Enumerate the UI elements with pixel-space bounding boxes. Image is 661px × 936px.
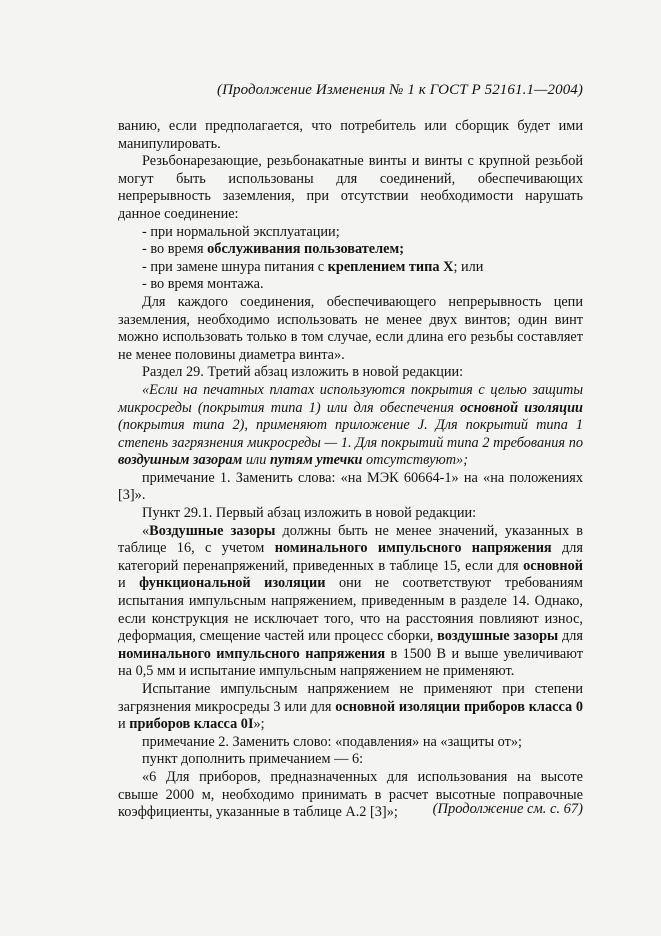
bold-term: номинального импульсного напряжения	[118, 645, 386, 662]
page-footer: (Продолжение см. с. 67)	[432, 801, 583, 817]
text-run: в 1500 В и выше увеличивают на 0,5 мм и испытание импульсным напряжением не применяют.	[118, 645, 583, 680]
paragraph	[118, 276, 583, 294]
text-run: пункт дополнить примечанием — 6:	[142, 751, 364, 768]
text-run: примечание 1. Заменить слова: «на МЭК 60664-1» на «на положениях [3]».	[118, 469, 583, 504]
bold-term: основной изоляции приборов класса 0	[335, 698, 584, 715]
bold-term: воздушным зазорам	[118, 452, 243, 469]
text-run: - во время монтажа.	[142, 276, 264, 293]
text-run: (покрытия типа 2), применяют приложение J. Для покрытий типа 1 степень загрязнения микросреды — 1. Для покрытий типа 2 требования по	[118, 417, 583, 451]
paragraph	[118, 681, 583, 734]
text-run: и	[118, 575, 140, 592]
text-run: они не соответствуют требованиям испытания импульсным напряжением, приведенным в разделе 14. Однако, если конструкция не исключает того, что на расстояния повлияют износ, деформация, смещение частей или процесс сборки,	[118, 575, 583, 645]
bold-term: функциональной изоляции	[139, 575, 326, 592]
paragraph	[118, 505, 583, 523]
paragraph	[118, 382, 583, 470]
text-run: отсутствуют»;	[362, 452, 468, 469]
bold-term: основной изоляции	[460, 399, 583, 416]
paragraph	[118, 224, 583, 242]
page-header: (Продолжение Изменения № 1 к ГОСТ Р 52161.1—2004)	[216, 82, 583, 98]
paragraph	[118, 734, 583, 752]
text-run: ванию, если предполагается, что потребитель или сборщик будет ими манипулировать.	[118, 118, 583, 152]
paragraph	[118, 259, 583, 277]
text-run: - при замене шнура питания с	[142, 258, 328, 275]
text-run: должны быть не менее значений, указанных в таблице 16, с учетом	[118, 522, 583, 557]
text-run: «	[142, 522, 150, 539]
text-run: »;	[253, 716, 265, 733]
text-run: и	[118, 716, 130, 733]
paragraph	[118, 118, 583, 153]
bold-term: номинального импульсного напряжения	[274, 540, 552, 557]
paragraph	[118, 294, 583, 364]
text-run: или	[242, 452, 270, 469]
paragraph	[118, 241, 583, 259]
text-run: Раздел 29. Третий абзац изложить в новой редакции:	[142, 364, 464, 381]
text-run: для категорий перенапряжений, приведенных в таблице 15, если для	[118, 540, 583, 574]
text-run: примечание 2. Заменить слово: «подавления» на «защиты от»;	[142, 733, 522, 750]
bold-term: приборов класса 0I	[129, 716, 254, 733]
bold-term: путям утечки	[269, 452, 363, 469]
text-run: Испытание импульсным напряжением не применяют при степени загрязнения микросреды 3 или для	[118, 681, 583, 715]
paragraph	[118, 470, 583, 505]
bold-term: креплением типа X	[327, 258, 454, 275]
text-run: «Если на печатных платах используются покрытия с целью защиты микросреды (покрытия типа 1) или для обеспечения	[118, 381, 583, 416]
text-run: - во время	[142, 241, 208, 258]
bold-term: Воздушные зазоры	[149, 522, 276, 539]
paragraph	[118, 364, 583, 382]
paragraph	[118, 153, 583, 223]
text-run: Для каждого соединения, обеспечивающего непрерывность цепи заземления, необходимо использовать не менее двух винтов; один винт можно использовать только в том случае, если длина его резьбы составляет не менее половины диаметра винта».	[118, 293, 583, 363]
text-run: для	[558, 628, 583, 645]
text-run: «6 Для приборов, предназначенных для использования на высоте свыше 2000 м, необходимо принимать в расчет высотные поправочные коэффициенты, указанные в таблице А.2 [3]»;	[118, 768, 583, 821]
bold-term: обслуживания пользователем;	[207, 241, 405, 258]
text-run: Резьбонарезающие, резьбонакатные винты и винты с крупной резьбой могут быть использованы для соединений, обеспечивающих непрерывность заземления, при отсутствии необходимости нарушать данное соединение:	[118, 153, 583, 222]
paragraph	[118, 751, 583, 769]
bold-term: основной	[523, 557, 583, 574]
paragraph	[118, 523, 583, 681]
text-run: - при нормальной эксплуатации;	[142, 223, 340, 240]
bold-term: воздушные зазоры	[437, 628, 559, 645]
text-run: Пункт 29.1. Первый абзац изложить в новой редакции:	[142, 505, 477, 522]
document-body	[118, 118, 583, 822]
text-run: ; или	[453, 258, 484, 275]
